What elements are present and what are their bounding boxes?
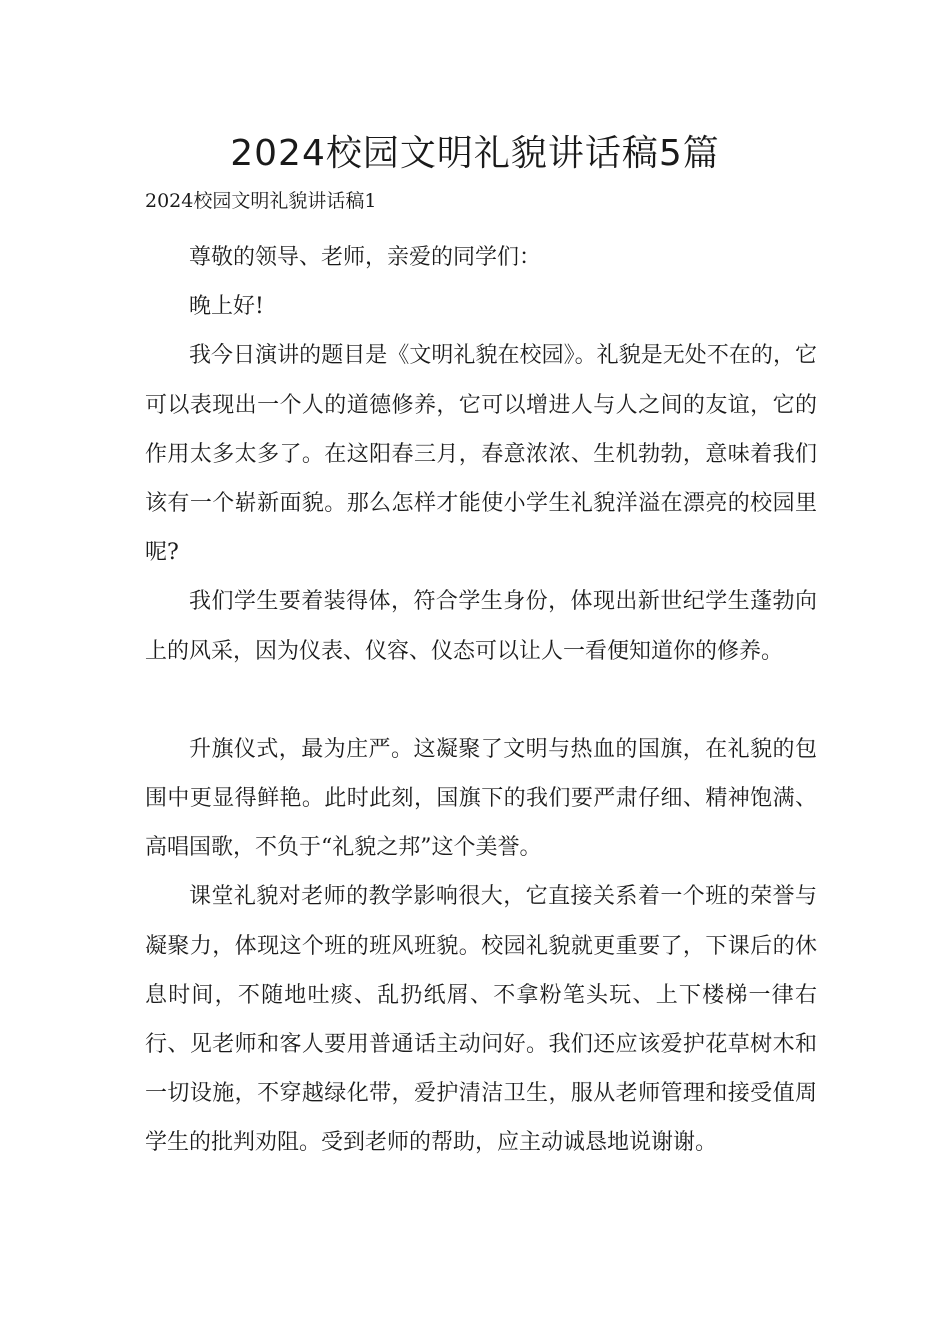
paragraph-topic: 我今日演讲的题目是《文明礼貌在校园》。礼貌是无处不在的，它可以表现出一个人的道德修养，它可以增进人与人之间的友谊，它的作用太多太多了。在这阳春三月，春意浓浓、生机勃勃，意味着我们该有一个崭新面貌。那么怎样才能使小学生礼貌洋溢在漂亮的校园里呢? bbox=[145, 343, 817, 566]
paragraph-flag-ceremony: 升旗仪式，最为庄严。这凝聚了文明与热血的国旗，在礼貌的包围中更显得鲜艳。此时此刻，国旗下的我们要严肃仔细、精神饱满、高唱国歌，不负于“礼貌之邦”这个美誉。 bbox=[145, 736, 817, 861]
document-title: 2024校园文明礼貌讲话稿5篇 bbox=[230, 133, 720, 174]
paragraph-greeting: 尊敬的领导、老师，亲爱的同学们： bbox=[189, 245, 542, 270]
paragraph-salutation: 晚上好! bbox=[189, 294, 264, 320]
document-body bbox=[145, 233, 817, 1168]
section-heading: 2024校园文明礼貌讲话稿1 bbox=[145, 190, 377, 212]
paragraph-attire: 我们学生要着装得体，符合学生身份，体现出新世纪学生蓬勃向上的风采，因为仪表、仪容、仪态可以让人一看便知道你的修养。 bbox=[145, 589, 817, 664]
paragraph-classroom: 课堂礼貌对老师的教学影响很大，它直接关系着一个班的荣誉与凝聚力，体现这个班的班风班貌。校园礼貌就更重要了，下课后的休息时间，不随地吐痰、乱扔纸屑、不拿粉笔头玩、上下楼梯一律右行、见老师和客人要用普通话主动问好。我们还应该爱护花草树木和一切设施，不穿越绿化带，爱护清洁卫生，服从老师管理和接受值周学生的批判劝阻。受到老师的帮助，应主动诚恳地说谢谢。 bbox=[145, 884, 817, 1156]
